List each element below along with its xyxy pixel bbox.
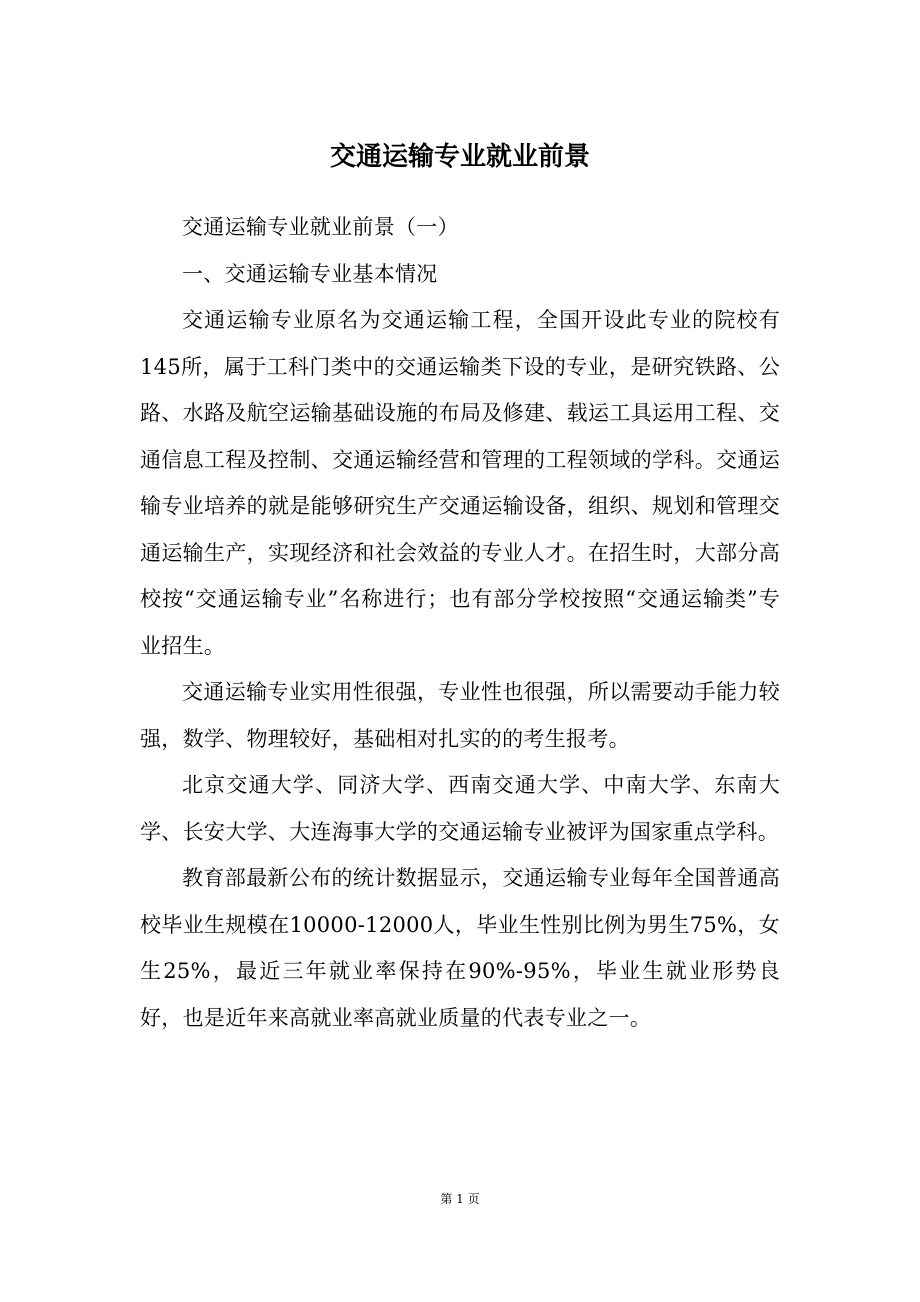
document-title: 交通运输专业就业前景 xyxy=(329,142,590,172)
body-paragraph: 教育部最新公布的统计数据显示，交通运输专业每年全国普通高校毕业生规模在10000-12000人，毕业生性别比例为男生75%，女生25%，最近三年就业率保持在90%-95%，毕业生就业形势良好，也是近年来高就业率高就业质量的代表专业之一。 xyxy=(140,866,780,1030)
body-paragraph: 北京交通大学、同济大学、西南交通大学、中南大学、东南大学、长安大学、大连海事大学的交通运输专业被评为国家重点学科。 xyxy=(140,773,780,844)
document-body xyxy=(140,204,780,1041)
body-paragraph: 交通运输专业原名为交通运输工程，全国开设此专业的院校有145所，属于工科门类中的交通运输类下设的专业，是研究铁路、公路、水路及航空运输基础设施的布局及修建、载运工具运用工程、交通信息工程及控制、交通运输经营和管理的工程领域的学科。交通运输专业培养的就是能够研究生产交通运输设备，组织、规划和管理交通运输生产，实现经济和社会效益的专业人才。在招生时，大部分高校按“交通运输专业”名称进行；也有部分学校按照“交通运输类”专业招生。 xyxy=(140,308,780,658)
body-paragraph: 交通运输专业实用性很强，专业性也很强，所以需要动手能力较强，数学、物理较好，基础相对扎实的的考生报考。 xyxy=(140,680,780,751)
subsection-heading: 一、交通运输专业基本情况 xyxy=(182,261,438,286)
section-heading: 交通运输专业就业前景（一） xyxy=(182,215,459,239)
page-number: 第 1 页 xyxy=(440,1192,480,1206)
